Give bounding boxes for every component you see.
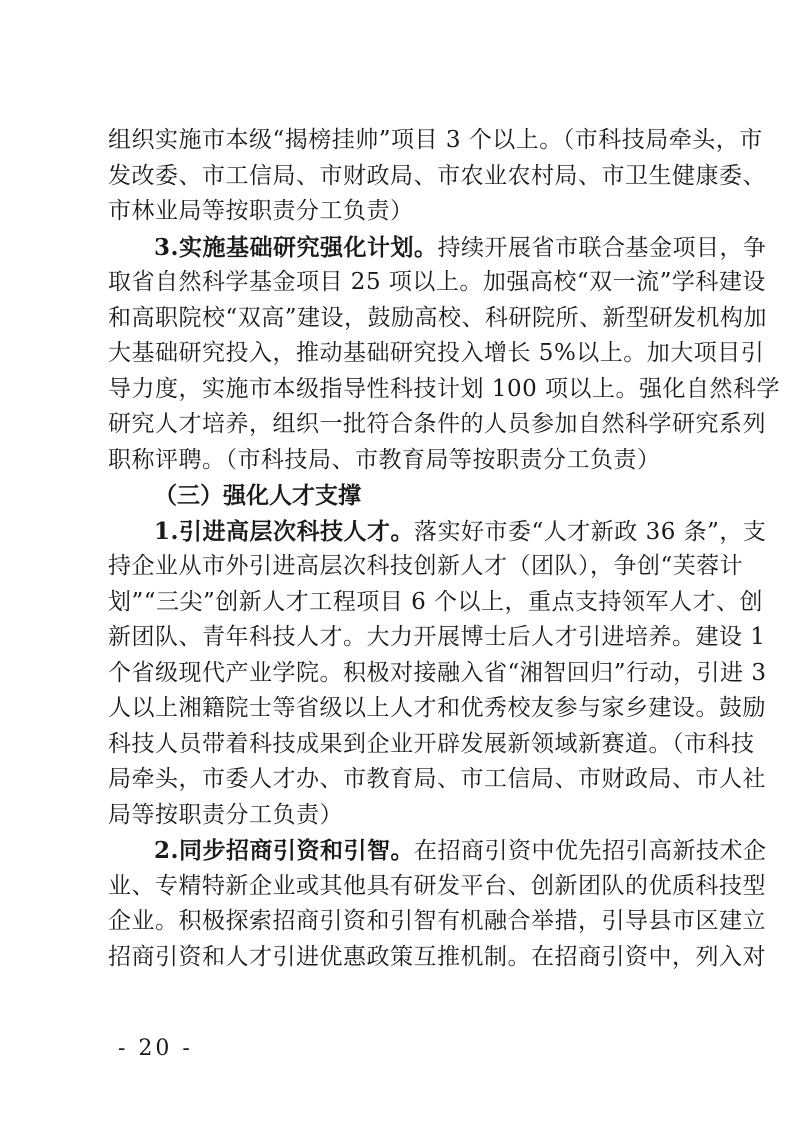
text-line: 划”“三尖”创新人才工程项目 6 个以上，重点支持领军人才、创 bbox=[108, 588, 764, 615]
item-heading: 2.同步招商引资和引智。 bbox=[154, 837, 415, 864]
text-line bbox=[108, 833, 767, 869]
section-heading: （三）强化人才支撑 bbox=[154, 482, 361, 509]
text-line: 局等按职责分工负责） bbox=[108, 801, 343, 828]
text-line: 招商引资和人才引进优惠政策互推机制。在招商引资中，列入对 bbox=[108, 943, 766, 970]
text-line: 和高职院校“双高”建设，鼓励高校、科研院所、新型研发机构加 bbox=[108, 304, 768, 331]
text-line: 导力度，实施市本级指导性科技计划 100 项以上。强化自然科学 bbox=[108, 375, 781, 402]
text-line: 职称评聘。（市科技局、市教育局等按职责分工负责） bbox=[108, 446, 661, 473]
text-line: 持企业从市外引进高层次科技创新人才（团队），争创“芙蓉计 bbox=[108, 553, 744, 579]
paragraph-investment-talent bbox=[108, 833, 767, 975]
item-text: 落实好市委“人才新政 36 条”，支 bbox=[414, 518, 767, 545]
item-text: 持续开展省市联合基金项目，争 bbox=[437, 234, 767, 261]
paragraph-continuation bbox=[108, 123, 766, 230]
document-body bbox=[108, 123, 781, 975]
text-line: 取省自然科学基金项目 25 项以上。加强高校“双一流”学科建设 bbox=[108, 269, 766, 295]
text-line: 局牵头，市委人才办、市教育局、市工信局、市财政局、市人社 bbox=[108, 766, 766, 792]
item-heading: 1.引进高层次科技人才。 bbox=[154, 517, 415, 545]
text-line: 市林业局等按职责分工负责） bbox=[108, 198, 414, 224]
text-line: 发改委、市工信局、市财政局、市农业农村局、市卫生健康委、 bbox=[108, 162, 766, 189]
item-heading: 3.实施基础研究强化计划。 bbox=[154, 233, 438, 261]
text-line: 个省级现代产业学院。积极对接融入省“湘智回归”行动，引进 3 bbox=[108, 659, 767, 686]
text-line: 企业。积极探索招商引资和引智有机融合举措，引导县市区建立 bbox=[108, 908, 766, 934]
item-text: 在招商引资中优先招引高新技术企 bbox=[414, 838, 767, 864]
text-line bbox=[108, 230, 767, 266]
text-line bbox=[108, 514, 767, 550]
text-line: 业、专精特新企业或其他具有研发平台、创新团队的优质科技型 bbox=[108, 872, 766, 899]
text-line: 研究人才培养，组织一批符合条件的人员参加自然科学研究系列 bbox=[108, 411, 766, 437]
text-line: 组织实施市本级“揭榜挂帅”项目 3 个以上。（市科技局牵头，市 bbox=[108, 127, 763, 153]
page-number: - 20 - bbox=[118, 1036, 193, 1061]
text-line: 大基础研究投入，推动基础研究投入增长 5%以上。加大项目引 bbox=[108, 340, 765, 366]
paragraph-basic-research bbox=[108, 230, 781, 479]
paragraph-talent-introduction bbox=[108, 514, 767, 834]
text-line: 人以上湘籍院士等省级以上人才和优秀校友参与家乡建设。鼓励 bbox=[108, 695, 766, 721]
text-line: 新团队、青年科技人才。大力开展博士后人才引进培养。建设 1 bbox=[108, 624, 766, 650]
text-line: 科技人员带着科技成果到企业开辟发展新领域新赛道。（市科技 bbox=[108, 730, 755, 757]
